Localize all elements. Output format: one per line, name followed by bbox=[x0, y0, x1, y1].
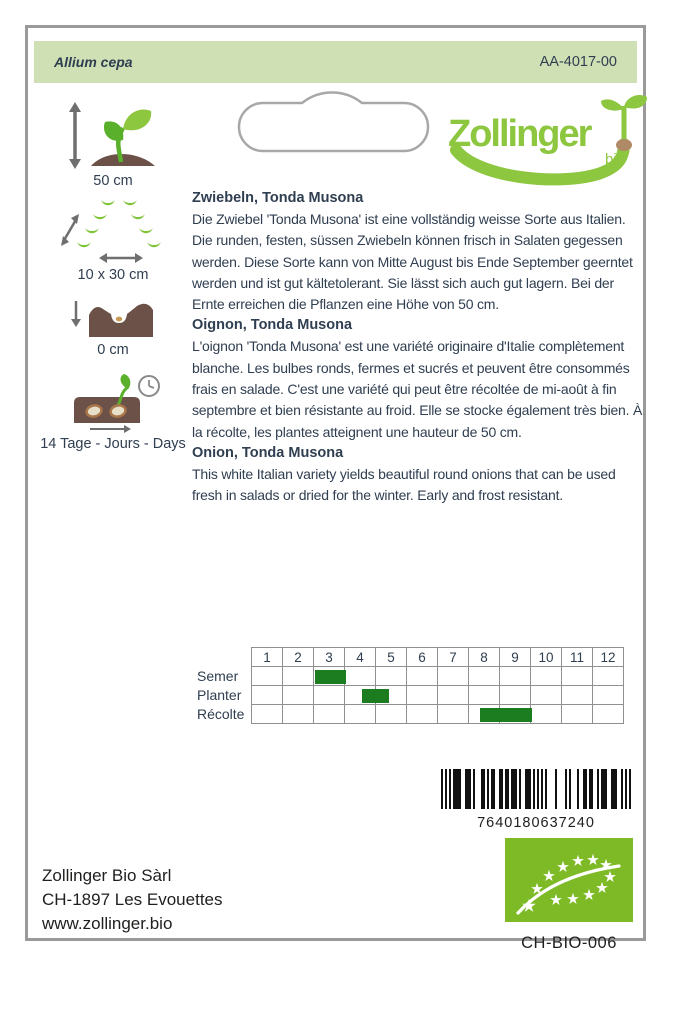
calendar-cell bbox=[252, 705, 283, 724]
plant-height-icon bbox=[63, 102, 163, 170]
month-header-cell: 11 bbox=[562, 648, 593, 667]
calendar-cell bbox=[252, 686, 283, 705]
calendar-cell bbox=[314, 705, 345, 724]
description-column bbox=[192, 188, 644, 507]
calendar-cell bbox=[438, 705, 469, 724]
calendar-bar bbox=[480, 708, 532, 722]
month-header-cell: 8 bbox=[469, 648, 500, 667]
calendar-row-label: Semer bbox=[197, 668, 239, 684]
calendar-cell bbox=[407, 667, 438, 686]
description-title-en: Onion, Tonda Musona bbox=[192, 444, 344, 461]
organic-code: CH-BIO-006 bbox=[521, 934, 617, 952]
calendar-cell bbox=[593, 686, 624, 705]
logo-sprout-leaf-right bbox=[624, 95, 647, 108]
calendar-cell bbox=[407, 705, 438, 724]
month-header-cell: 10 bbox=[531, 648, 562, 667]
company-website: www.zollinger.bio bbox=[42, 914, 173, 933]
hang-hole-cutout bbox=[237, 91, 430, 153]
calendar-cell bbox=[531, 686, 562, 705]
plant-height-value: 50 cm bbox=[93, 173, 133, 189]
calendar-cell bbox=[345, 667, 376, 686]
spacing-value: 10 x 30 cm bbox=[77, 267, 149, 283]
description-body-de: Die Zwiebel 'Tonda Musona' ist eine vollständig weisse Sorte aus Italien. Die runden, festen, süssen Zwiebeln können frisch in Salaten gegessen werden. Diese Sorte kann von Mitte August bis Ende September geerntet werden und ist gut kältetolerant. Sie lässt sich auch gut lagern. Bei der Ernte erreichen die Pflanzen eine Höhe von 50 cm. bbox=[192, 211, 633, 313]
calendar-corner bbox=[197, 648, 252, 667]
calendar-cell bbox=[562, 705, 593, 724]
calendar-bar bbox=[362, 689, 390, 703]
company-address: CH-1897 Les Evouettes bbox=[42, 890, 223, 909]
zollinger-logo bbox=[448, 94, 650, 192]
calendar-bar bbox=[315, 670, 346, 684]
month-header-cell: 7 bbox=[438, 648, 469, 667]
spacing-icon bbox=[53, 196, 173, 264]
logo-wordmark: Zollinger bbox=[448, 113, 591, 155]
spec-germination-time bbox=[28, 373, 198, 452]
calendar-cell bbox=[469, 686, 500, 705]
logo-bio-text: bio bbox=[605, 151, 626, 168]
planting-calendar bbox=[197, 647, 624, 724]
calendar-cell bbox=[252, 667, 283, 686]
company-name: Zollinger Bio Sàrl bbox=[42, 866, 172, 885]
calendar-cell bbox=[562, 686, 593, 705]
month-header-cell: 12 bbox=[593, 648, 624, 667]
calendar-row-label: Planter bbox=[197, 687, 242, 703]
eu-organic-leaf-logo bbox=[505, 838, 633, 922]
calendar-cell bbox=[376, 667, 407, 686]
address-block bbox=[42, 864, 223, 936]
calendar-cell bbox=[438, 686, 469, 705]
calendar-cell bbox=[376, 705, 407, 724]
barcode-digits: 7640180637240 bbox=[477, 815, 595, 831]
calendar-cell bbox=[283, 705, 314, 724]
calendar-cell bbox=[314, 686, 345, 705]
calendar-cell bbox=[469, 667, 500, 686]
logo-sprout-leaf-left bbox=[601, 99, 624, 110]
month-header-cell: 3 bbox=[314, 648, 345, 667]
calendar-cell bbox=[531, 667, 562, 686]
sowing-depth-icon bbox=[63, 293, 163, 339]
calendar-cell bbox=[407, 686, 438, 705]
calendar-cell bbox=[500, 686, 531, 705]
spec-sowing-depth bbox=[28, 293, 198, 358]
seed-packet bbox=[25, 25, 646, 952]
calendar-cell bbox=[593, 705, 624, 724]
calendar-cell bbox=[283, 667, 314, 686]
month-header-cell: 9 bbox=[500, 648, 531, 667]
calendar-cell bbox=[531, 705, 562, 724]
species-bar bbox=[34, 41, 637, 83]
barcode-block bbox=[438, 769, 634, 831]
month-header-cell: 4 bbox=[345, 648, 376, 667]
spec-spacing bbox=[28, 196, 198, 283]
organic-certification-block bbox=[505, 838, 633, 953]
species-name: Allium cepa bbox=[54, 54, 133, 70]
article-code: AA-4017-00 bbox=[539, 54, 617, 70]
description-title-fr: Oignon, Tonda Musona bbox=[192, 317, 353, 334]
germination-time-value: 14 Tage - Jours - Days bbox=[40, 436, 186, 452]
barcode-svg bbox=[441, 769, 631, 809]
month-header-cell: 5 bbox=[376, 648, 407, 667]
calendar-cell bbox=[593, 667, 624, 686]
spec-plant-height bbox=[28, 102, 198, 189]
month-header-cell: 2 bbox=[283, 648, 314, 667]
month-header-cell: 6 bbox=[407, 648, 438, 667]
month-header-cell: 1 bbox=[252, 648, 283, 667]
description-body-fr: L'oignon 'Tonda Musona' est une variété originaire d'Italie complètement blanche. Les bulbes ronds, fermes et sucrés et peuvent être consommés frais en salade. C'est une variété qui peut être récoltée de mi-août à fin septembre et bien résistante au froid. Elle se stocke également très bien. À la récolte, les plantes atteignent une hauteur de 50 cm. bbox=[192, 338, 643, 440]
calendar-row-label: Récolte bbox=[197, 706, 245, 722]
logo-seed bbox=[616, 139, 632, 151]
sowing-depth-value: 0 cm bbox=[97, 342, 129, 358]
calendar-cell bbox=[283, 686, 314, 705]
calendar-cell bbox=[438, 667, 469, 686]
germination-time-icon bbox=[56, 373, 171, 433]
calendar-cell bbox=[345, 705, 376, 724]
calendar-cell bbox=[500, 667, 531, 686]
description-body-en: This white Italian variety yields beautiful round onions that can be used fresh in salads or dried for the winter. Early and frost resistant. bbox=[192, 465, 616, 504]
description-title-de: Zwiebeln, Tonda Musona bbox=[192, 190, 364, 206]
calendar-cell bbox=[562, 667, 593, 686]
